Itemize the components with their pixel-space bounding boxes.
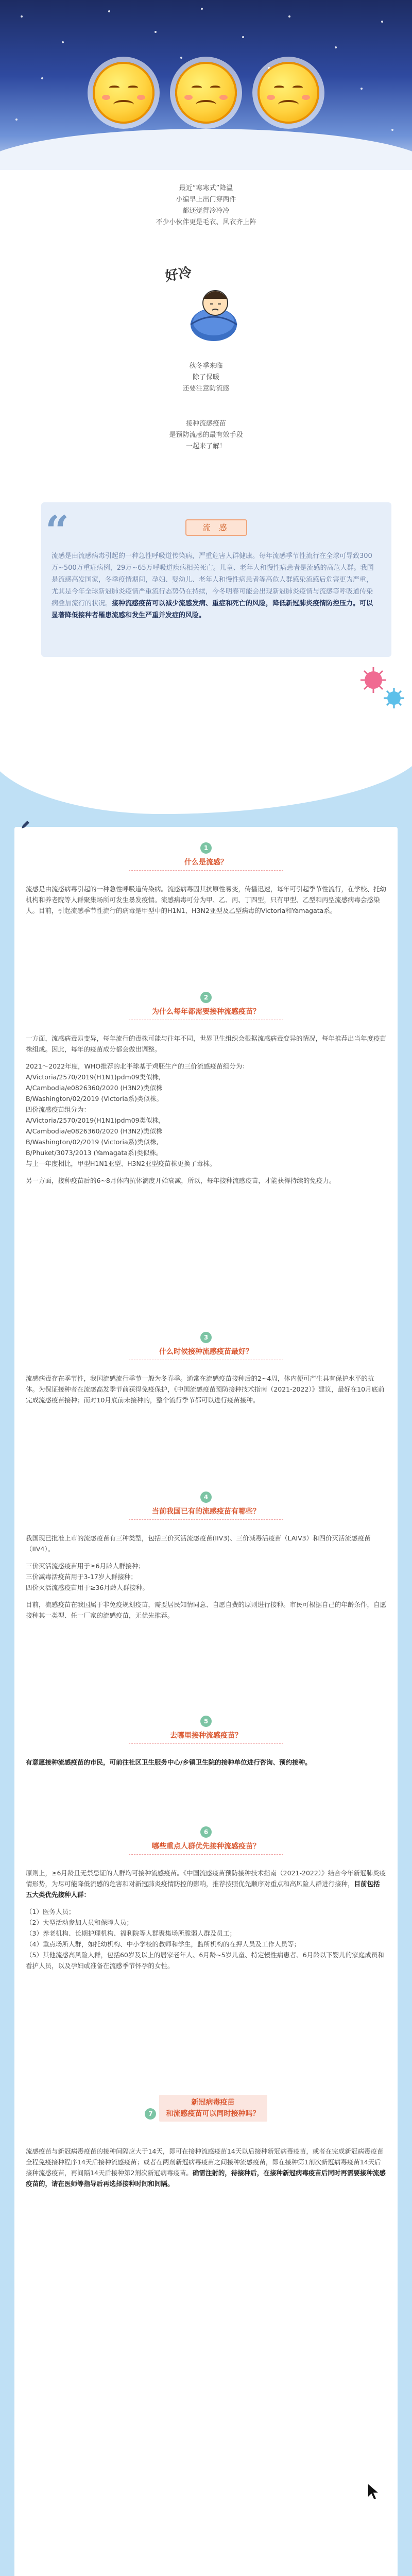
answer-paragraph: 一方面，流感病毒易变异，每年流行的毒株可能与往年不同，世界卫生组织会根据流感病毒变异的情况，每年推荐出当年度疫苗株组成。因此，每年的疫苗成分都会做出调整。 [26,1035,387,1053]
strain-line: B/Washington/02/2019 (Victoria系)类似株。 [26,1095,163,1103]
mascot-caption: 好冷 [164,264,193,285]
answer-paragraph: 与上一年度相比，甲型H1N1亚型、H3N2亚型疫苗株更换了毒株。 [26,1160,216,1167]
question-heading [0,1332,412,1360]
question-heading [0,1716,412,1744]
question-title: 什么是流感？ [184,858,228,867]
list-item: （4）重点场所人群，如托幼机构、中小学校的教师和学生，监所机构的在押人员及工作人员等； [26,1940,300,1948]
intro-line: 小编早上出门穿两件 [176,196,236,204]
question-heading [0,992,412,1020]
snow-ground [0,129,412,170]
question-heading [0,1826,412,1855]
reminder-line: 还要注意防流感 [182,385,230,393]
answer-paragraph: 目前，流感疫苗在我国属于非免疫规划疫苗，需要居民知情同意、自愿自费的原则进行接种。市民可根据自己的年龄条件，自愿接种其一类型、任一厂家的流感疫苗，无优先推荐。 [26,1601,387,1619]
flu-box-text-bold: 接种流感疫苗可以减少流感发病、重症和死亡的风险，降低新冠肺炎疫情防控压力。可以显著降低接种者罹患流感和发生严重并发症的风险。 [52,600,373,619]
answer-paragraph: 另一方面，接种疫苗后的6~8月体内抗体滴度开始衰减，所以，每年接种流感疫苗，才能获得持续的免疫力。 [26,1177,336,1184]
answer-paragraph: 2021～2022年度，WHO推荐的北半球基于鸡胚生产的三价流感疫苗组分为： [26,1062,249,1070]
mouse-cursor-icon [367,2482,380,2501]
answer-text [26,884,386,916]
smiley-face-icon [175,62,237,124]
question-title: 哪些重点人群优先接种流感疫苗？ [152,1842,260,1851]
intro-line: 最近“寒寒式”降温 [179,184,233,192]
question-heading [0,1492,412,1520]
answer-text [26,1533,386,1621]
answer-text [26,1757,386,1768]
question-title: 去哪里接种流感疫苗？ [170,1732,242,1740]
reminder-line: 除了保暖 [192,374,219,381]
answer-paragraph: 四价流感疫苗组分为： [26,1106,91,1113]
intro-text [0,183,412,228]
quote-icon: “ [45,506,70,555]
list-item: （2）大型活动参加人员和保障人员； [26,1919,133,1926]
answer-paragraph: 原则上，≥6月龄且无禁忌证的人群均可接种流感疫苗。《中国流感疫苗预防接种技术指南（2021-2022）》结合今年新冠肺炎疫情形势，为尽可能降低流感的危害和对新冠肺炎疫情防控的影响，推荐按照优先顺序对重点和高风险人群进行接种， [26,1869,386,1888]
answer-paragraph: 流感病毒存在季节性，我国流感流行季节一般为冬春季。通常在流感疫苗接种后的2~4周，体内便可产生具有保护水平的抗体。为保证接种者在流感高发季节前获得免疫保护，《中国流感疫苗预防接种技术指南（2021-2022）》建议，最好在10月底前完成流感疫苗接种；而对10月底前未接种的，整个流行季节都可以进行疫苗接种。 [26,1375,385,1404]
list-item: （3）养老机构、长期护理机构、福利院等人群聚集场所脆弱人群及员工； [26,1929,236,1937]
answer-paragraph: 流感疫苗与新冠病毒疫苗的接种间隔应大于14天，即可在接种流感疫苗14天以后接种新冠病毒疫苗，或者在完成新冠病毒疫苗全程免疫接种程序14天后接种流感疫苗；或者在两剂新冠病毒疫苗之间接种流感疫苗，即在接种第1剂次新冠病毒疫苗14天后接种流感疫苗，再间隔14天后接种第2剂次新冠病毒疫苗。 [26,2147,384,2177]
question-title: 为什么每年都需要接种流感疫苗？ [152,1008,260,1016]
reminder-text [0,361,412,395]
answer-paragraph: 有意愿接种流感疫苗的市民，可前往社区卫生服务中心/乡镇卫生院的接种单位进行咨询、预约接种。 [26,1758,312,1766]
list-item: （1）医务人员； [26,1908,75,1916]
question-title: 和流感疫苗可以同时接种吗？ [166,2110,260,2118]
answer-paragraph: 四价灭活流感疫苗用于≥36月龄人群接种。 [26,1584,149,1591]
question-number: 5 [200,1716,212,1727]
pencil-icon [21,820,30,829]
question-number: 7 [145,2108,156,2120]
question-number: 3 [200,1332,212,1343]
list-item: （5）其他流感高风险人群，包括60岁及以上的居家老年人、6月龄~5岁儿童、特定慢性病患者、6月龄以下婴儿的家庭成员和看护人员，以及孕妇或准备在流感季节怀孕的女性。 [26,1951,384,1970]
cold-mascot-icon [170,263,242,345]
flu-box-text-normal: 流感是由流感病毒引起的一种急性呼吸道传染病，严重危害人群健康。每年流感季节性流行在全球可导致300万~500万重症病例，29万~65万呼吸道疾病相关死亡。儿童、老年人和慢性病患者是流感的高危人群。我国是流感高发国家，冬季疫情期间，孕妇、婴幼儿、老年人和慢性病患者等高危人群感染流感后危害更为严重，尤其是今年全球新冠肺炎疫情严重流行态势仍在持续，今冬明春可能会出现新冠肺炎疫情与流感等呼吸道传染病叠加流行的状况。 [52,552,374,607]
vaccine-line: 接种流感疫苗 [185,420,226,428]
intro-line: 都还觉得冷冷冷 [182,207,230,215]
answer-paragraph: 我国现已批准上市的流感疫苗有三种类型，包括三价灭活流感疫苗(IIV3)、三价减毒活疫苗（LAIV3）和四价灭活流感疫苗（IIV4）。 [26,1534,371,1553]
question-number: 4 [200,1492,212,1503]
vaccine-line: 一起来了解！ [185,443,226,450]
question-number: 2 [200,992,212,1003]
question-title: 新冠病毒疫苗 [191,2098,235,2107]
question-heading [0,2092,412,2122]
question-number: 1 [200,842,212,854]
answer-text [26,1373,386,1405]
strain-line: B/Phuket/3073/2013 (Yamagata系)类似株。 [26,1149,163,1157]
intro-line: 不少小伙伴更是毛衣、风衣齐上阵 [156,218,256,226]
vaccine-intro-text [0,418,412,452]
question-title-box [159,2095,267,2122]
reminder-line: 秋冬季来临 [189,362,223,370]
answer-text [26,1033,386,1186]
strain-line: A/Cambodia/e0826360/2020 (H3N2)类似株 [26,1127,163,1135]
answer-paragraph: 三价减毒活疫苗用于3-17岁人群接种； [26,1573,137,1581]
strain-line: B/Washington/02/2019 (Victoria系)类似株, [26,1138,159,1146]
strain-line: A/Victoria/2570/2019(H1N1)pdm09类似株, [26,1116,161,1124]
strain-line: A/Victoria/2570/2019(H1N1)pdm09类似株, [26,1073,161,1081]
virus-icon [350,657,407,714]
flu-box-text [52,550,376,621]
question-title: 什么时候接种流感疫苗最好？ [159,1348,253,1356]
answer-paragraph-bold: 确需注射的，待接种后，在接种新冠病毒疫苗后同时再需要接种流感疫苗的，请在医师等指导后再选择接种时间和间隔。 [26,2169,386,2188]
question-number: 6 [200,1826,212,1838]
answer-paragraph: 流感是由流感病毒引起的一种急性呼吸道传染病。流感病毒因其抗原性易变，传播迅速，每年可引起季节性流行，在学校、托幼机构和养老院等人群聚集场所可发生暴发疫情。流感病毒可分为甲、乙、丙、丁四型，只有甲型、乙型和丙型流感病毒会感染人。目前，引起流感季节性流行的病毒是甲型中的H1N1、H3N2亚型及乙型病毒的Victoria和Yamagata系。 [26,885,387,914]
banner-image [0,0,412,170]
strain-line: A/Cambodia/e0826360/2020 (H3N2)类似株 [26,1084,163,1092]
answer-paragraph: 三价灭活流感疫苗用于≥6月龄人群接种； [26,1562,145,1570]
smiley-face-icon [258,62,319,124]
question-heading [0,842,412,871]
answer-text [26,2146,386,2189]
answer-text [26,1868,386,1971]
answer-paragraph-bold: 目前包括五大类优先接种人群： [26,1880,380,1899]
smiley-face-icon [93,62,154,124]
vaccine-line: 是预防流感的最有效手段 [169,431,243,439]
flu-box-title: 流 感 [185,519,247,536]
question-title: 当前我国已有的流感疫苗有哪些？ [152,1507,260,1516]
